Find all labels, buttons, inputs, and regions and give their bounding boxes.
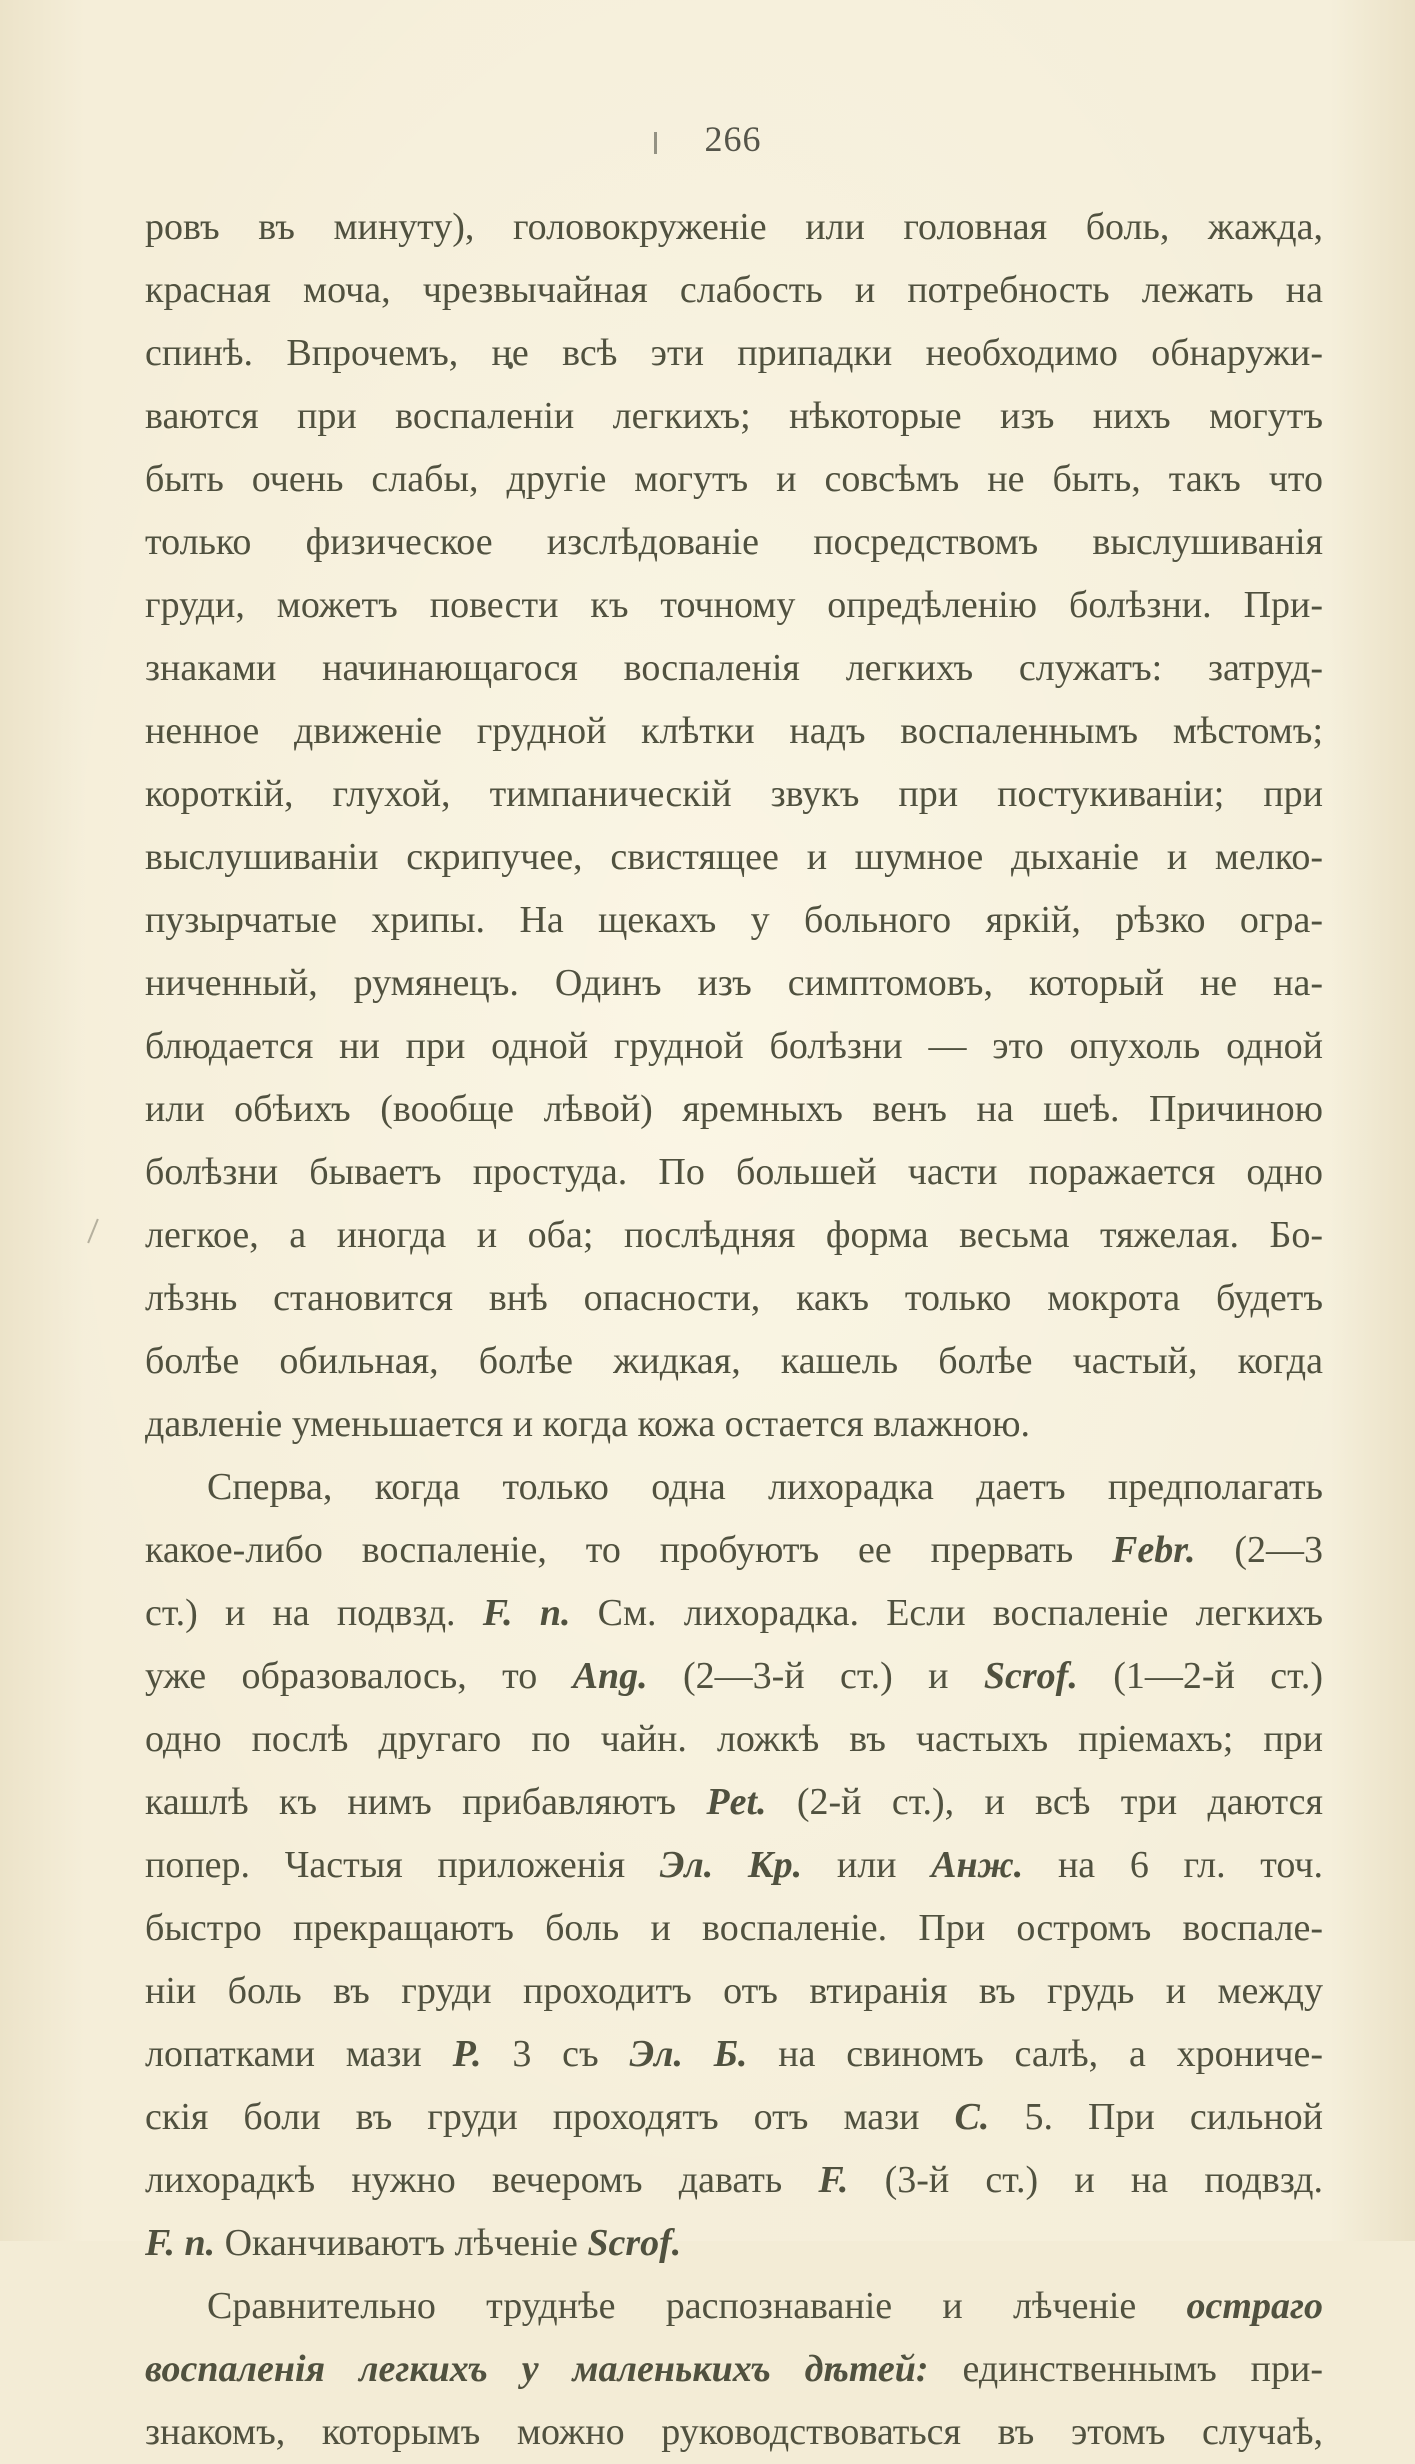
margin-pencil-mark bbox=[87, 1219, 99, 1244]
text-line: ваются при воспаленіи легкихъ; нѣкоторые изъ нихъ могутъ bbox=[145, 395, 1323, 437]
text-line: попер. Частыя приложенія Эл. Кр. или Анж. на 6 гл. точ. bbox=[145, 1844, 1323, 1886]
page-number-mark bbox=[654, 132, 657, 154]
text-line: болѣзни бываетъ простуда. По большей части поражается одно bbox=[145, 1151, 1323, 1193]
text-line: короткій, глухой, тимпаническій звукъ при постукиваніи; при bbox=[145, 773, 1323, 815]
text-line: груди, можетъ повести къ точному опредѣленію болѣзни. При- bbox=[145, 584, 1323, 626]
text-line: воспаленія легкихъ у маленькихъ дѣтей: единственнымъ при- bbox=[145, 2348, 1323, 2390]
text-line: уже образовалось, то Ang. (2—3-й ст.) и Scrof. (1—2-й ст.) bbox=[145, 1655, 1324, 1697]
text-line: знаками начинающагося воспаленія легкихъ служатъ: затруд- bbox=[145, 647, 1323, 689]
text-line: ненное движеніе грудной клѣтки надъ воспаленнымъ мѣстомъ; bbox=[145, 710, 1323, 752]
text-line: знакомъ, которымъ можно руководствоваться въ этомъ случаѣ, bbox=[145, 2411, 1323, 2453]
text-line: лопатками мази Р. 3 съ Эл. Б. на свиномъ салѣ, а хрониче- bbox=[145, 2033, 1323, 2075]
text-line: быстро прекращаютъ боль и воспаленіе. При остромъ воспале- bbox=[145, 1907, 1323, 1949]
text-line: только физическое изслѣдованіе посредствомъ выслушиванія bbox=[145, 521, 1323, 563]
text-line: быть очень слабы, другіе могутъ и совсѣмъ не быть, такъ что bbox=[145, 458, 1323, 500]
text-line: легкое, а иногда и оба; послѣдняя форма весьма тяжелая. Бо- bbox=[145, 1214, 1323, 1256]
text-line: ниченный, румянецъ. Одинъ изъ симптомовъ, который не на- bbox=[145, 962, 1323, 1004]
remedy-name: Эл. Б. bbox=[629, 2033, 748, 2075]
text-line: выслушиваніи скрипучее, свистящее и шумное дыханіе и мелко- bbox=[145, 836, 1323, 878]
text-line: одно послѣ другаго по чайн. ложкѣ въ частыхъ пріемахъ; при bbox=[145, 1718, 1323, 1760]
text-line: лѣзнь становится внѣ опасности, какъ только мокрота будетъ bbox=[145, 1277, 1323, 1319]
text-line: ніи боль въ груди проходитъ отъ втиранія въ грудь и между bbox=[145, 1970, 1323, 2012]
text-line: ст.) и на подвзд. F. n. См. лихорадка. Если воспаленіе легкихъ bbox=[145, 1592, 1323, 1634]
text-line: ровъ въ минуту), головокруженіе или головная боль, жажда, bbox=[145, 206, 1323, 248]
text-line: лихорадкѣ нужно вечеромъ давать F. (3-й ст.) и на подвзд. bbox=[145, 2159, 1323, 2201]
text-line: F. n. Оканчиваютъ лѣченіе Scrof. bbox=[145, 2222, 682, 2264]
text-line: Сравнительно труднѣе распознаваніе и лѣченіе остраго bbox=[207, 2285, 1323, 2327]
text-line: болѣе обильная, болѣе жидкая, кашель болѣе частый, когда bbox=[145, 1340, 1323, 1382]
remedy-name: Эл. Кр. bbox=[659, 1844, 803, 1886]
page-number-text: 266 bbox=[704, 119, 762, 159]
page-number bbox=[0, 118, 1415, 160]
text-line: пузырчатые хрипы. На щекахъ у больного яркій, рѣзко огра- bbox=[145, 899, 1323, 941]
text-line: Сперва, когда только одна лихорадка даетъ предполагать bbox=[207, 1466, 1323, 1508]
text-line: красная моча, чрезвычайная слабость и потребность лежать на bbox=[145, 269, 1323, 311]
remedy-name: F. n. bbox=[482, 1592, 571, 1634]
emphasized-term: воспаленія легкихъ у маленькихъ дѣтей: bbox=[145, 2348, 929, 2390]
text-line: давленіе уменьшается и когда кожа остается влажною. bbox=[145, 1403, 1030, 1445]
remedy-name: Анж. bbox=[931, 1844, 1024, 1886]
text-line: кашлѣ къ нимъ прибавляютъ Pet. (2-й ст.), и всѣ три даются bbox=[145, 1781, 1323, 1823]
text-line: спинѣ. Впрочемъ, не всѣ эти припадки необходимо обнаружи- bbox=[145, 332, 1323, 374]
remedy-name: С. bbox=[954, 2096, 990, 2138]
remedy-name: Scrof. bbox=[587, 2222, 682, 2264]
remedy-name: Р. bbox=[452, 2033, 482, 2075]
remedy-name: F. bbox=[818, 2159, 849, 2201]
emphasized-term: остраго bbox=[1186, 2285, 1323, 2327]
text-line: скія боли въ груди проходятъ отъ мази С. 5. При сильной bbox=[145, 2096, 1323, 2138]
text-line: какое-либо воспаленіе, то пробуютъ ее прервать Febr. (2—3 bbox=[145, 1529, 1323, 1571]
body-text bbox=[145, 196, 1323, 2464]
remedy-name: Febr. bbox=[1112, 1529, 1196, 1571]
remedy-name: Ang. bbox=[572, 1655, 648, 1697]
remedy-name: F. n. bbox=[145, 2222, 216, 2264]
remedy-name: Pet. bbox=[706, 1781, 767, 1823]
text-line: или обѣихъ (вообще лѣвой) яремныхъ венъ на шеѣ. Причиною bbox=[145, 1088, 1323, 1130]
text-line: блюдается ни при одной грудной болѣзни — это опухоль одной bbox=[145, 1025, 1323, 1067]
remedy-name: Scrof. bbox=[983, 1655, 1078, 1697]
